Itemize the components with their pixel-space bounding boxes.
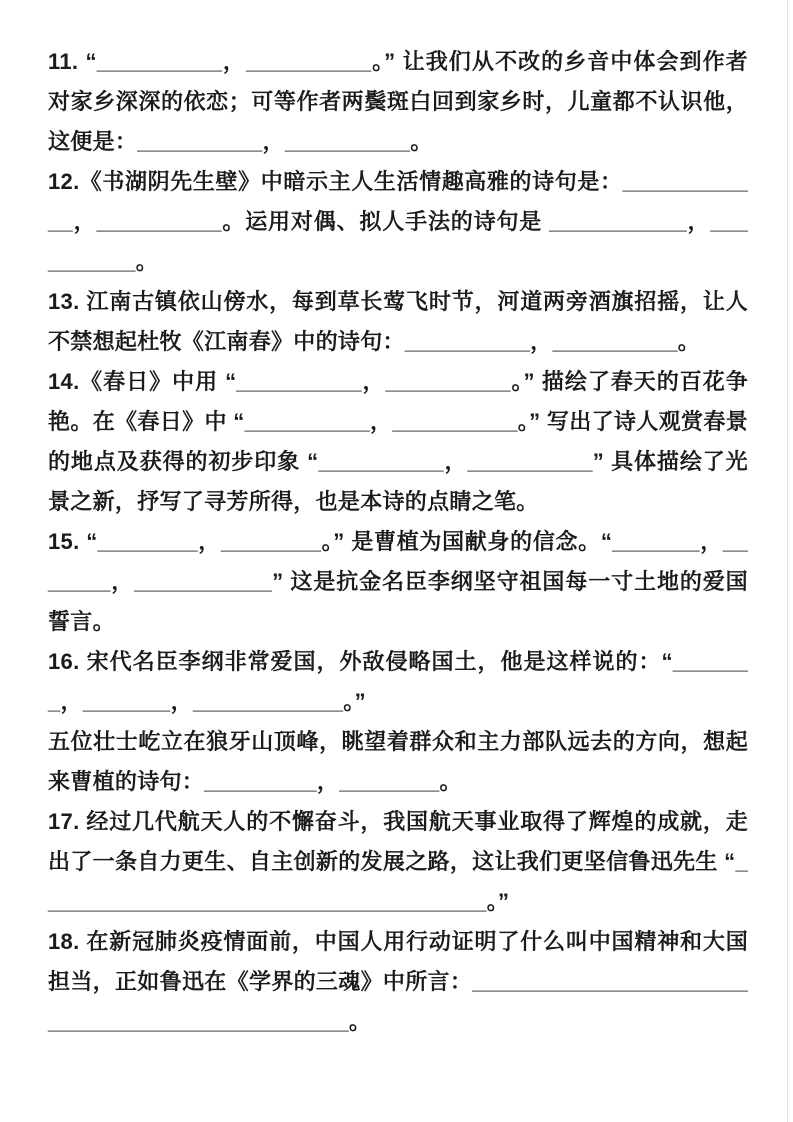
question-12: 12.《书湖阴先生壁》中暗示主人生活情趣高雅的诗句是：____________，__________。运用对偶、拟人手法的诗句是 ___________，__________。 xyxy=(48,169,748,274)
question-16: 16. 宋代名臣李纲非常爱国，外敌侵略国土，他是这样说的：“_______，_______，____________。” xyxy=(48,649,748,714)
question-13: 13. 江南古镇依山傍水，每到草长莺飞时节，河道两旁酒旗招摇，让人不禁想起杜牧《江南春》中的诗句：__________，__________。 xyxy=(48,289,748,354)
scan-edge-artifact xyxy=(787,0,788,1122)
question-11: 11. “__________，__________。” 让我们从不改的乡音中体会到作者对家乡深深的依恋；可等作者两鬓斑白回到家乡时，儿童都不认识他，这便是：__________，__________。 xyxy=(48,49,748,154)
worksheet-content xyxy=(48,42,748,1042)
question-17: 17. 经过几代航天人的不懈奋斗，我国航天事业取得了辉煌的成就，走出了一条自力更生、自主创新的发展之路，这让我们更坚信鲁迅先生 “____________________________________。” xyxy=(48,809,748,914)
question-18: 18. 在新冠肺炎疫情面前，中国人用行动证明了什么叫中国精神和大国担当，正如鲁迅在《学界的三魂》中所言：______________________________________________。 xyxy=(48,929,748,1034)
question-14: 14.《春日》中用 “__________，__________。” 描绘了春天的百花争艳。在《春日》中 “__________，__________。” 写出了诗人观赏春景的地点及获得的初步印象 “__________，__________” 具体描绘了光景之新，抒写了寻芳所得，也是本诗的点睛之笔。 xyxy=(48,369,748,514)
question-16-continuation: 五位壮士屹立在狼牙山顶峰，眺望着群众和主力部队远去的方向，想起来曹植的诗句：_________，________。 xyxy=(48,729,748,794)
question-15: 15. “________，________。” 是曹植为国献身的信念。“_______，_______，___________” 这是抗金名臣李纲坚守祖国每一寸土地的爱国誓言。 xyxy=(48,529,748,634)
